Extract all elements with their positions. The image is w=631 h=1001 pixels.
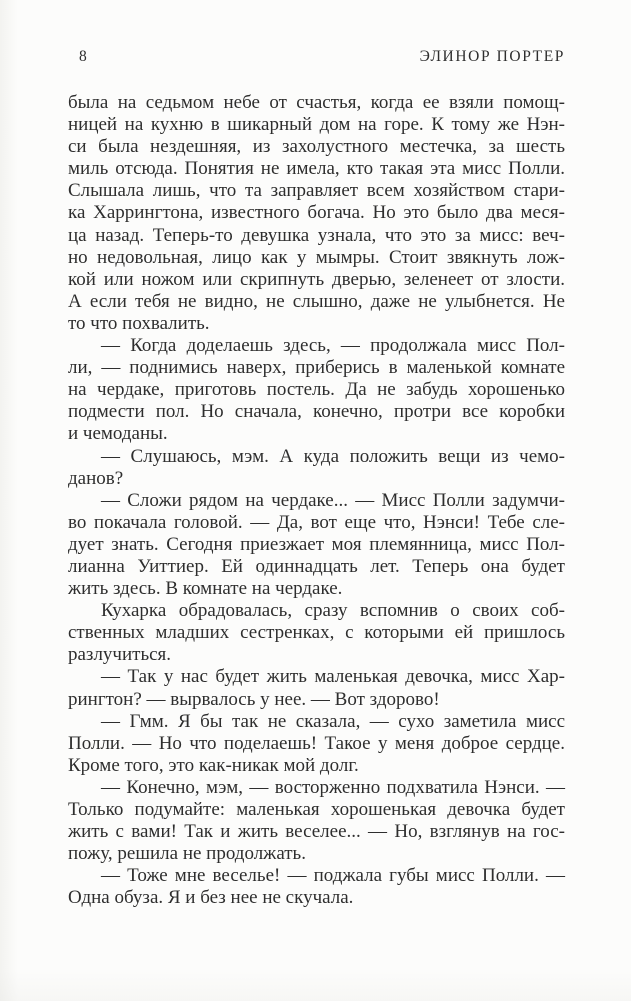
text-line: разлучиться.: [68, 644, 172, 666]
text-line: Слышала лишь, что та заправляет всем хозяйством стари-: [68, 180, 565, 202]
paragraph: [68, 666, 565, 710]
text-line: жить здесь. В комнате на чердаке.: [68, 578, 343, 600]
paragraph: [68, 600, 565, 666]
text-line: кой или ножом или скрипнуть дверью, зеленеет от злости.: [68, 268, 565, 290]
page-header: [79, 48, 565, 66]
paragraph: [68, 865, 565, 909]
text-line: во покачала головой. — Да, вот еще что, Нэнси! Тебе сле-: [68, 511, 565, 533]
text-line: и чемоданы.: [68, 423, 168, 445]
text-line: Полли. — Но что поделаешь! Такое у меня доброе сердце.: [68, 732, 565, 754]
page-number: 8: [79, 48, 88, 65]
text-line: то что похвалить.: [68, 312, 210, 334]
text-line: дует знать. Сегодня приезжает моя племянница, мисс Пол-: [68, 533, 565, 555]
text-line: ли, — поднимись наверх, приберись в маленькой комнате: [68, 357, 565, 379]
text-line: — Когда доделаешь здесь, — продолжала мисс Пол-: [101, 335, 565, 357]
text-line: ницей на кухню в шикарный дом на горе. К тому же Нэн-: [68, 114, 565, 136]
text-line: жить с вами! Так и жить веселее... — Но, взглянув на гос-: [68, 821, 565, 843]
paragraph: [68, 92, 565, 335]
text-line: лианна Уиттиер. Ей одиннадцать лет. Теперь она будет: [68, 555, 565, 577]
text-line: — Гмм. Я бы так не сказала, — сухо заметила мисс: [101, 710, 565, 732]
text-line: подмести пол. Но сначала, конечно, протри все коробки: [68, 401, 565, 423]
text-line: — Сложи рядом на чердаке... — Мисс Полли задумчи-: [101, 489, 565, 511]
text-line: Одна обуза. Я и без нее не скучала.: [68, 887, 354, 909]
text-line: — Тоже мне веселье! — поджала губы мисс Полли. —: [101, 865, 565, 887]
text-line: данов?: [68, 467, 124, 489]
text-line: Кухарка обрадовалась, сразу вспомнив о своих соб-: [101, 600, 565, 622]
text-line: — Конечно, мэм, — восторженно подхватила Нэнси. —: [101, 776, 565, 798]
text-line: ца назад. Теперь-то девушка узнала, что это за мисс: веч-: [68, 224, 565, 246]
paragraph: [68, 446, 565, 490]
text-line: пожу, решила не продолжать.: [68, 843, 306, 865]
paragraph: [68, 335, 565, 445]
text-line: си была нездешняя, из захолустного местечка, за шесть: [68, 136, 565, 158]
text-line: миль отсюда. Понятия не имела, кто такая эта мисс Полли.: [68, 158, 565, 180]
text-line: Кроме того, это как-никак мой долг.: [68, 754, 359, 776]
text-line: но недовольная, лицо как у мымры. Стоит звякнуть лож-: [68, 246, 565, 268]
text-line: ка Харрингтона, известного богача. Но это было два меся-: [68, 202, 565, 224]
text-line: Только подумайте: маленькая хорошенькая девочка будет: [68, 799, 565, 820]
running-title: ЭЛИНОР ПОРТЕР: [419, 48, 565, 65]
paragraph: [68, 711, 565, 777]
text-line: — Так у нас будет жить маленькая девочка, мисс Хар-: [101, 666, 565, 688]
text-line: на чердаке, приготовь постель. Да не забудь хорошенько: [68, 379, 565, 401]
text-line: была на седьмом небе от счастья, когда ее взяли помощ-: [68, 92, 565, 113]
text-line: А если тебя не видно, не слышно, даже не улыбнется. Не: [68, 290, 565, 312]
text-line: рингтон? — вырвалось у нее. — Вот здорово!: [68, 688, 440, 710]
text-line: ственных младших сестренках, с которыми ей пришлось: [68, 622, 565, 644]
page-text: [68, 92, 565, 909]
paragraph: [68, 490, 565, 600]
paragraph: [68, 777, 565, 865]
text-line: — Слушаюсь, мэм. А куда положить вещи из чемо-: [101, 445, 565, 467]
